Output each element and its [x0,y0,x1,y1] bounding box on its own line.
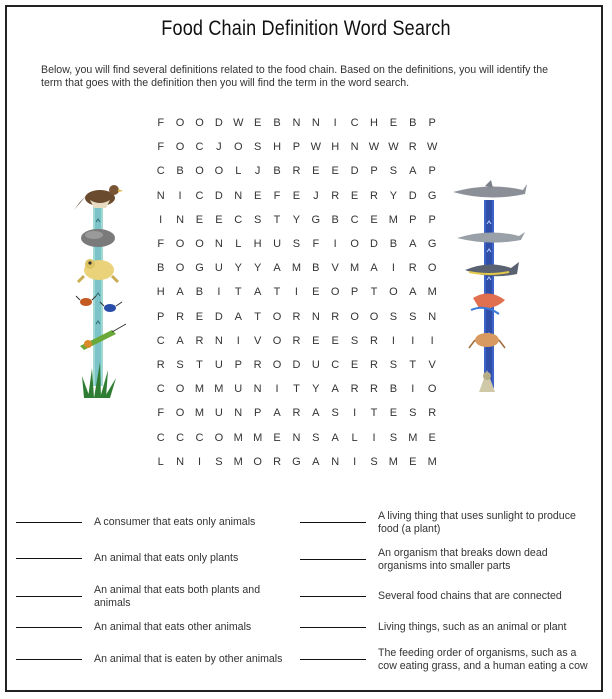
grid-letter[interactable]: Y [253,262,262,275]
grid-letter[interactable]: S [389,165,398,178]
grid-letter[interactable]: R [292,407,301,420]
grid-letter[interactable]: I [391,334,395,347]
grid-letter[interactable]: I [236,334,240,347]
clue-right-3 [300,590,562,603]
grid-letter[interactable]: M [388,455,398,468]
grid-letter[interactable]: I [178,189,182,202]
grid-letter[interactable]: R [292,165,301,178]
grid-letter[interactable]: H [253,238,262,251]
grid-letter[interactable]: O [272,358,282,371]
grid-letter[interactable]: R [370,334,378,347]
grid-letter[interactable]: O [175,141,185,154]
grid-letter[interactable]: W [426,141,438,154]
grid-letter[interactable]: C [156,165,165,178]
grid-letter[interactable]: M [427,455,437,468]
grid-letter[interactable]: O [253,455,262,468]
grid-letter[interactable]: S [409,310,417,323]
grid-letter[interactable]: B [273,117,281,130]
grid-letter[interactable]: A [331,431,339,444]
answer-blank[interactable] [300,627,366,628]
answer-blank[interactable] [16,659,82,660]
grid-letter[interactable]: Y [292,213,301,226]
grid-letter[interactable]: A [331,383,339,396]
grid-letter[interactable]: C [195,141,204,154]
grid-letter[interactable]: L [157,455,164,468]
grid-letter[interactable]: M [253,431,263,444]
grid-letter[interactable]: C [156,431,165,444]
grid-letter[interactable]: E [253,117,262,130]
answer-blank[interactable] [300,596,366,597]
grid-letter[interactable]: O [389,286,398,299]
grid-letter[interactable]: D [408,189,417,202]
grid-letter[interactable]: S [389,310,398,323]
grid-letter[interactable]: J [216,141,222,154]
grid-letter[interactable]: C [156,334,165,347]
grid-letter[interactable]: C [350,213,359,226]
clue-text: A living thing that uses sunlight to produce food (a plant) [378,510,576,535]
grid-letter[interactable]: S [253,141,262,154]
clue-right-2 [300,547,568,572]
grid-letter[interactable]: G [292,455,301,468]
grid-letter[interactable]: T [234,286,242,299]
grid-letter[interactable]: A [370,262,378,275]
grid-letter[interactable]: M [408,431,418,444]
grid-letter[interactable]: R [156,358,165,371]
grid-letter[interactable]: A [234,310,242,323]
grid-letter[interactable]: N [176,213,185,226]
grid-letter[interactable]: A [273,262,281,275]
grid-letter[interactable]: O [427,383,437,396]
grid-letter[interactable]: N [214,334,223,347]
grid-letter[interactable]: N [311,310,320,323]
grid-letter[interactable]: I [411,334,415,347]
grid-letter[interactable]: I [353,455,357,468]
grid-letter[interactable]: I [197,455,201,468]
grid-letter[interactable]: T [273,286,281,299]
grid-letter[interactable]: N [428,310,437,323]
clue-left-3 [16,584,274,609]
grid-letter[interactable]: N [253,383,262,396]
grid-letter[interactable]: M [350,262,360,275]
grid-letter[interactable]: S [253,213,262,226]
grid-letter[interactable]: O [195,165,204,178]
grid-letter[interactable]: T [409,358,417,371]
clue-left-2 [16,552,238,565]
grid-letter[interactable]: P [350,286,359,299]
grid-letter[interactable]: R [370,189,378,202]
grid-letter[interactable]: Y [312,383,320,396]
grid-letter[interactable]: G [427,189,437,202]
answer-blank[interactable] [16,596,82,597]
grid-letter[interactable]: N [292,117,301,130]
grid-letter[interactable]: E [389,407,398,420]
grid-letter[interactable]: I [353,407,357,420]
grid-letter[interactable]: O [350,310,359,323]
grid-letter[interactable]: B [176,165,184,178]
grid-letter[interactable]: E [389,117,398,130]
grid-letter[interactable]: N [331,455,340,468]
grid-letter[interactable]: F [157,238,165,251]
grid-letter[interactable]: Y [234,262,242,275]
answer-blank[interactable] [16,522,82,523]
clue-text: The feeding order of organisms, such as a cow eating grass, and a human eating a cow [378,647,588,672]
grid-letter[interactable]: I [430,334,434,347]
grid-letter[interactable]: P [409,213,417,226]
grid-letter[interactable]: I [275,383,279,396]
grid-letter[interactable]: H [331,141,340,154]
grid-letter[interactable]: I [372,431,376,444]
grid-letter[interactable]: B [195,286,204,299]
intro-text: Below, you will find several definitions related to the food chain. Based on the definitions, you will identify the term that goes with the definition then you will find the term in the word search. [41,64,549,89]
grid-letter[interactable]: V [428,358,436,371]
grid-letter[interactable]: I [333,238,337,251]
grid-letter[interactable]: C [195,189,204,202]
grid-letter[interactable]: R [176,310,185,323]
grid-letter[interactable]: D [350,165,359,178]
grid-letter[interactable]: E [312,286,320,299]
grid-letter[interactable]: A [176,286,184,299]
grid-letter[interactable]: P [428,213,436,226]
grid-letter[interactable]: C [331,358,340,371]
grid-letter[interactable]: T [196,358,203,371]
grid-letter[interactable]: H [370,117,378,130]
grid-letter[interactable]: R [428,407,437,420]
grid-letter[interactable]: N [176,455,185,468]
grid-letter[interactable]: C [176,431,185,444]
grid-letter[interactable]: O [330,286,340,299]
grid-letter[interactable]: N [292,431,301,444]
grid-letter[interactable]: U [214,407,223,420]
grid-letter[interactable]: E [331,165,339,178]
clue-text: An animal that eats only plants [94,552,239,564]
clue-text: An animal that eats both plants and animals [94,584,261,609]
grid-letter[interactable]: N [234,407,243,420]
grid-letter[interactable]: T [370,407,378,420]
grid-letter[interactable]: R [331,189,340,202]
grid-letter[interactable]: A [409,165,417,178]
clue-left-5 [16,653,282,666]
grid-letter[interactable]: A [409,286,417,299]
grid-letter[interactable]: O [175,262,185,275]
grid-letter[interactable]: O [175,117,185,130]
grid-letter[interactable]: N [311,117,320,130]
grid-letter[interactable]: B [157,262,165,275]
grid-letter[interactable]: W [368,141,380,154]
grid-letter[interactable]: M [214,383,224,396]
grid-letter[interactable]: E [292,189,301,202]
grid-letter[interactable]: O [175,238,185,251]
grid-letter[interactable]: W [388,141,399,154]
grid-letter[interactable]: O [272,334,282,347]
grid-letter[interactable]: R [273,455,282,468]
grid-letter[interactable]: C [234,213,243,226]
clue-text: A consumer that eats only animals [94,516,256,528]
clue-text: An animal that eats other animals [94,621,252,633]
clue-text: An organism that breaks down dead organisms into smaller parts [378,547,548,572]
grid-letter[interactable]: R [331,310,340,323]
grid-letter[interactable]: D [292,358,301,371]
grid-letter[interactable]: U [234,383,243,396]
grid-letter[interactable]: E [350,358,359,371]
grid-letter[interactable]: S [370,455,378,468]
grid-letter[interactable]: O [272,310,282,323]
clue-right-5 [300,647,594,672]
grid-letter[interactable]: T [254,310,262,323]
clue-text: Living things, such as an animal or plant [378,621,567,633]
grid-letter[interactable]: A [273,407,281,420]
grid-letter[interactable]: C [350,117,359,130]
grid-letter[interactable]: E [253,189,262,202]
grid-letter[interactable]: H [156,286,165,299]
grid-letter[interactable]: E [273,431,281,444]
grid-letter[interactable]: O [214,165,224,178]
grid-letter[interactable]: G [427,238,437,251]
grid-letter[interactable]: T [273,213,281,226]
grid-letter[interactable]: F [157,117,165,130]
grid-letter[interactable]: E [331,334,339,347]
grid-letter[interactable]: D [370,238,378,251]
grid-letter[interactable]: R [195,334,204,347]
grid-letter[interactable]: P [370,165,378,178]
grid-letter[interactable]: R [292,334,301,347]
grid-letter[interactable]: L [235,238,242,251]
grid-letter[interactable]: R [370,383,378,396]
grid-letter[interactable]: O [214,431,224,444]
grid-letter[interactable]: B [273,165,281,178]
grid-letter[interactable]: S [215,455,223,468]
grid-letter[interactable]: B [331,213,339,226]
grid-letter[interactable]: V [331,262,339,275]
grid-letter[interactable]: O [233,141,243,154]
grid-letter[interactable]: R [370,358,378,371]
grid-letter[interactable]: D [214,117,223,130]
clue-text: Several food chains that are connected [378,590,562,602]
grid-letter[interactable]: B [389,383,398,396]
grid-letter[interactable]: A [312,455,320,468]
grid-letter[interactable]: G [311,213,321,226]
grid-letter[interactable]: R [350,383,359,396]
grid-letter[interactable]: V [253,334,262,347]
grid-letter[interactable]: O [195,117,204,130]
grid-letter[interactable]: J [313,189,319,202]
grid-letter[interactable]: I [391,262,395,275]
grid-letter[interactable]: C [195,431,204,444]
grid-letter[interactable]: R [253,358,262,371]
grid-letter[interactable]: P [253,407,262,420]
grid-letter[interactable]: A [253,286,262,299]
grid-letter[interactable]: B [409,117,417,130]
grid-letter[interactable]: M [233,455,243,468]
grid-letter[interactable]: J [254,165,261,178]
grid-letter[interactable]: W [233,117,244,130]
grid-letter[interactable]: E [428,431,436,444]
grid-letter[interactable]: T [293,383,300,396]
clue-right-4 [300,621,566,634]
grid-letter[interactable]: S [331,407,339,420]
grid-letter[interactable]: F [312,238,320,251]
grid-letter[interactable]: U [311,358,320,371]
answer-blank[interactable] [300,659,366,660]
grid-letter[interactable]: H [273,141,282,154]
grid-letter[interactable]: P [234,358,242,371]
grid-letter[interactable]: F [273,189,281,202]
grid-letter[interactable]: P [428,165,436,178]
grid-letter[interactable]: S [350,334,359,347]
grid-letter[interactable]: S [176,358,184,371]
grid-letter[interactable]: N [156,189,165,202]
grid-letter[interactable]: I [217,286,221,299]
grid-letter[interactable]: L [235,165,242,178]
grid-letter[interactable]: E [215,213,223,226]
grid-letter[interactable]: G [195,262,204,275]
grid-letter[interactable]: M [194,407,205,420]
grid-letter[interactable]: S [292,238,301,251]
grid-letter[interactable]: A [409,238,417,251]
grid-letter[interactable]: N [350,141,359,154]
grid-letter[interactable]: F [157,407,165,420]
grid-letter[interactable]: R [408,262,417,275]
grid-letter[interactable]: M [427,286,437,299]
grid-letter[interactable]: R [408,141,417,154]
grid-letter[interactable]: I [411,383,415,396]
grid-letter[interactable]: P [428,117,436,130]
grid-letter[interactable]: E [195,213,204,226]
grid-letter[interactable]: B [389,238,398,251]
grid-letter[interactable]: R [292,310,301,323]
grid-letter[interactable]: P [292,141,301,154]
answer-blank[interactable] [300,559,366,560]
grid-letter[interactable]: Y [389,189,398,202]
grid-letter[interactable]: U [214,358,223,371]
grid-letter[interactable]: E [409,455,417,468]
grid-letter[interactable]: N [214,238,223,251]
grid-letter[interactable]: S [312,431,320,444]
answer-blank[interactable] [16,558,82,559]
grid-letter[interactable]: N [234,189,243,202]
grid-letter[interactable]: D [214,189,223,202]
grid-letter[interactable]: E [370,213,378,226]
clue-text: An animal that is eaten by other animals [94,653,283,665]
grid-letter[interactable]: O [427,262,437,275]
grid-letter[interactable]: T [370,286,378,299]
grid-letter[interactable]: U [214,262,223,275]
clue-left-4 [16,621,251,634]
grid-letter[interactable]: W [310,141,322,154]
answer-blank[interactable] [16,627,82,628]
grid-letter[interactable]: B [312,262,320,275]
grid-letter[interactable]: S [409,407,417,420]
grid-letter[interactable]: I [333,117,337,130]
grid-letter[interactable]: M [194,383,205,396]
grid-letter[interactable]: E [312,334,320,347]
grid-letter[interactable]: O [175,407,185,420]
grid-letter[interactable]: A [312,407,320,420]
grid-letter[interactable]: M [233,431,243,444]
grid-letter[interactable]: L [351,431,358,444]
grid-letter[interactable]: A [176,334,184,347]
clue-right-1 [300,510,586,535]
clue-left-1 [16,516,255,529]
grid-letter[interactable]: U [273,238,282,251]
grid-letter[interactable]: E [195,310,204,323]
grid-letter[interactable]: M [388,213,398,226]
grid-letter[interactable]: I [159,213,163,226]
grid-letter[interactable]: O [175,383,185,396]
answer-blank[interactable] [300,522,366,523]
grid-letter[interactable]: E [350,189,359,202]
grid-letter[interactable]: D [214,310,223,323]
grid-letter[interactable]: F [157,141,165,154]
grid-letter[interactable]: O [369,310,379,323]
grid-letter[interactable]: M [291,262,302,275]
grid-letter[interactable]: C [156,383,165,396]
page-title: Food Chain Definition Word Search [161,17,451,40]
grid-letter[interactable]: O [350,238,359,251]
grid-letter[interactable]: S [389,431,398,444]
grid-letter[interactable]: P [157,310,165,323]
grid-letter[interactable]: I [294,286,298,299]
grid-letter[interactable]: E [312,165,320,178]
grid-letter[interactable]: O [195,238,204,251]
grid-letter[interactable]: S [389,358,398,371]
